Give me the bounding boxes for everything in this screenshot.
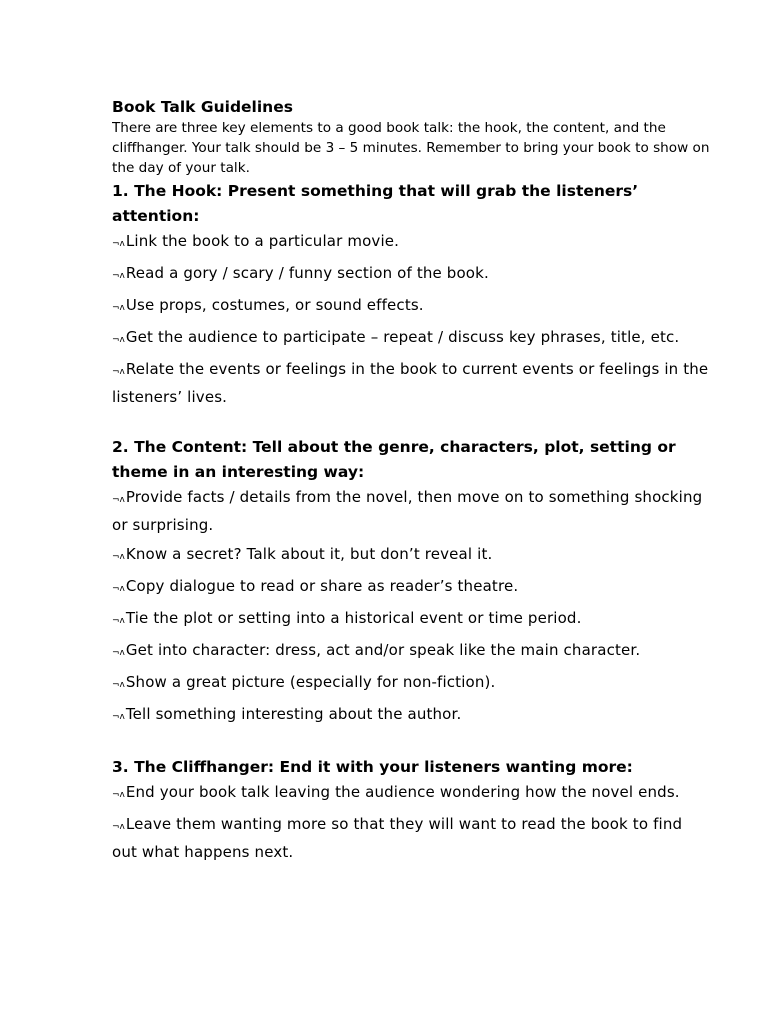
bullet-icon: ¬ʌ xyxy=(112,616,125,626)
list-item-text: Get the audience to participate – repeat / discuss key phrases, title, etc. xyxy=(125,328,680,346)
list-item-text: End your book talk leaving the audience wondering how the novel ends. xyxy=(125,783,680,801)
section-content xyxy=(112,435,712,730)
bullet-icon: ¬ʌ xyxy=(112,271,125,281)
list-item-text: Show a great picture (especially for non-fiction). xyxy=(125,673,496,691)
section-number: 2 xyxy=(112,438,123,456)
list-item-text: Use props, costumes, or sound effects. xyxy=(125,296,424,314)
list-item-text: Copy dialogue to read or share as reader’s theatre. xyxy=(125,577,519,595)
list-item xyxy=(112,357,712,410)
section-heading-text: . The Cliffhanger: End it with your listeners wanting more: xyxy=(122,758,633,776)
list-item-text: Leave them wanting more so that they will want to read the book to find out what happens next. xyxy=(112,815,683,861)
section-number: 1 xyxy=(112,182,123,200)
list-item xyxy=(112,542,712,570)
document-title: Book Talk Guidelines xyxy=(112,98,293,116)
section-heading xyxy=(112,755,712,780)
bullet-icon: ¬ʌ xyxy=(112,552,125,562)
bullet-icon: ¬ʌ xyxy=(112,712,125,722)
section-heading-text: . The Content: Tell about the genre, characters, plot, setting or theme in an interesting way: xyxy=(112,438,676,481)
list-item-text: Know a secret? Talk about it, but don’t reveal it. xyxy=(125,545,493,563)
list-item-text: Read a gory / scary / funny section of the book. xyxy=(125,264,489,282)
section-heading xyxy=(112,435,712,485)
bullet-icon: ¬ʌ xyxy=(112,303,125,313)
section-number: 3 xyxy=(112,758,123,776)
section-cliffhanger xyxy=(112,755,712,865)
list-item-text: Tie the plot or setting into a historical event or time period. xyxy=(125,609,582,627)
list-item-text: Get into character: dress, act and/or speak like the main character. xyxy=(125,641,641,659)
section-spacer xyxy=(112,734,712,755)
list-item xyxy=(112,780,712,808)
list-item xyxy=(112,293,712,321)
list-item xyxy=(112,485,712,538)
list-item-text: Tell something interesting about the author. xyxy=(125,705,462,723)
list-item xyxy=(112,325,712,353)
list-item-text: Relate the events or feelings in the book to current events or feelings in the listeners’ lives. xyxy=(112,360,709,406)
list-item xyxy=(112,574,712,602)
section-heading-text: . The Hook: Present something that will grab the listeners’ attention: xyxy=(112,182,639,225)
bullet-icon: ¬ʌ xyxy=(112,790,125,800)
list-item-text: Link the book to a particular movie. xyxy=(125,232,400,250)
list-item-text: Provide facts / details from the novel, then move on to something shocking or surprising. xyxy=(112,488,703,534)
section-spacer xyxy=(112,414,712,435)
section-hook xyxy=(112,179,712,410)
list-item xyxy=(112,702,712,730)
bullet-icon: ¬ʌ xyxy=(112,584,125,594)
list-item xyxy=(112,638,712,666)
list-item xyxy=(112,606,712,634)
list-item xyxy=(112,261,712,289)
document-page xyxy=(112,96,712,869)
list-item xyxy=(112,229,712,257)
section-heading xyxy=(112,179,712,229)
bullet-icon: ¬ʌ xyxy=(112,495,125,505)
bullet-icon: ¬ʌ xyxy=(112,335,125,345)
bullet-icon: ¬ʌ xyxy=(112,680,125,690)
list-item xyxy=(112,812,712,865)
list-item xyxy=(112,670,712,698)
bullet-icon: ¬ʌ xyxy=(112,648,125,658)
bullet-icon: ¬ʌ xyxy=(112,239,125,249)
intro-paragraph: There are three key elements to a good book talk: the hook, the content, and the cliffhanger. Your talk should be 3 – 5 minutes. Remember to bring your book to show on the day of your talk. xyxy=(112,120,710,176)
bullet-icon: ¬ʌ xyxy=(112,367,125,377)
bullet-icon: ¬ʌ xyxy=(112,822,125,832)
